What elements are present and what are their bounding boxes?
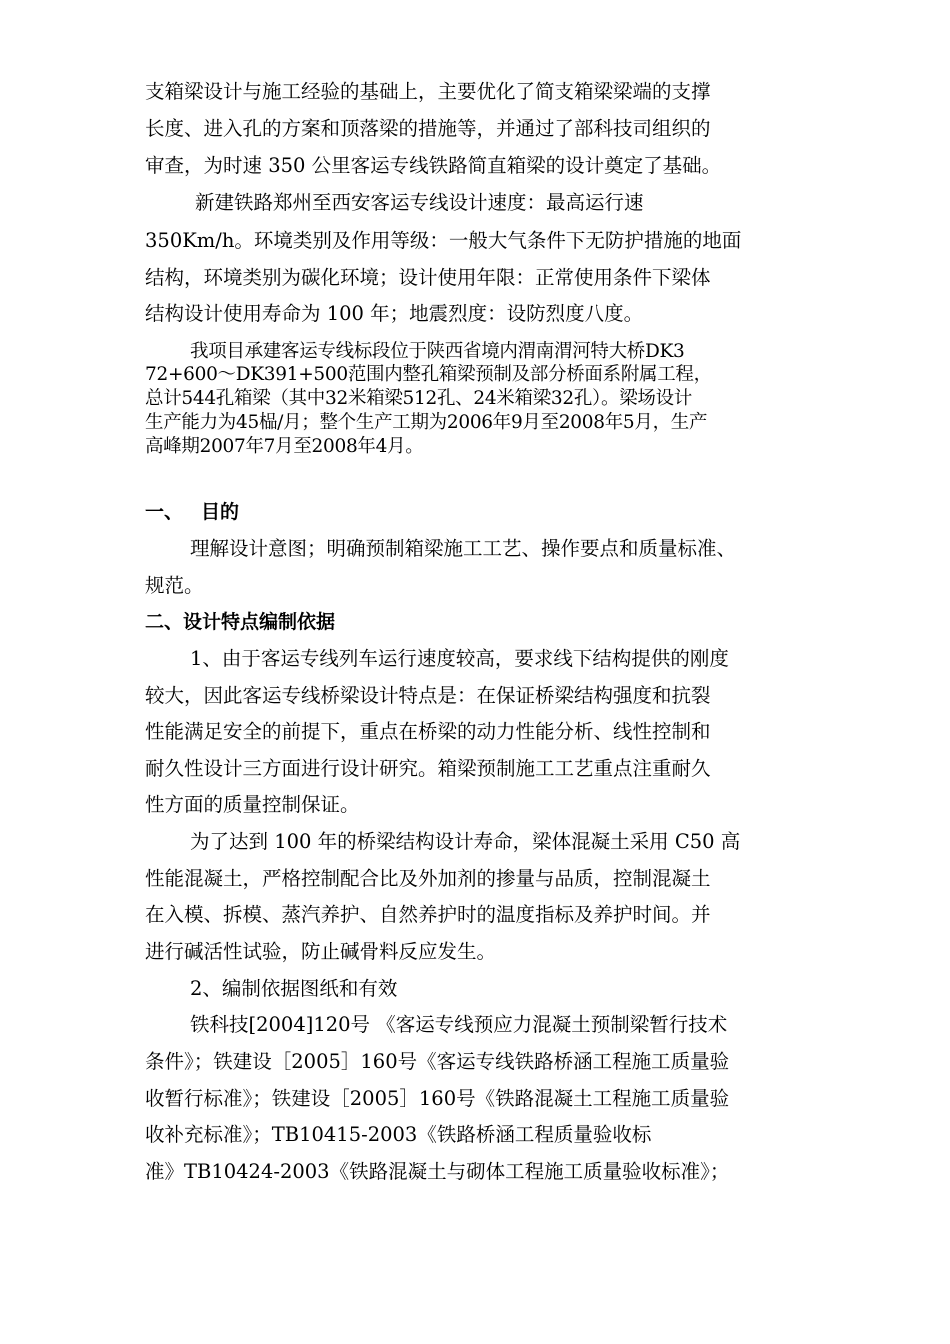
section-2-p1-line-5: 性方面的质量控制保证。: [145, 793, 360, 816]
section-2-p2-line-1: 为了达到 100 年的桥梁结构设计寿命，梁体混凝土采用 C50 高: [190, 830, 741, 853]
section-2-p1-line-1: 1、由于客运专线列车运行速度较高，要求线下结构提供的刚度: [190, 647, 729, 670]
speed-line-4: 结构设计使用寿命为 100 年；地震烈度：设防烈度八度。: [145, 302, 644, 325]
speed-line-3: 结构，环境类别为碳化环境；设计使用年限：正常使用条件下梁体: [145, 266, 711, 289]
project-line-5: 高峰期2007年7月至2008年4月。: [145, 436, 424, 457]
section-2-p3-line-5: 准》TB10424-2003《铁路混凝土与砌体工程施工质量验收标准》；: [145, 1160, 730, 1183]
section-1-title: 目的: [201, 501, 240, 523]
section-2-p3-line-3: 收暂行标准》；铁建设［2005］160号《铁路混凝土工程施工质量验: [145, 1087, 730, 1110]
section-2-p3-line-2: 条件》；铁建设［2005］160号《客运专线铁路桥涵工程施工质量验: [145, 1050, 730, 1073]
speed-line-2: 350Km/h。环境类别及作用等级：一般大气条件下无防护措施的地面: [145, 229, 742, 252]
section-1-line-1: 理解设计意图；明确预制箱梁施工工艺、操作要点和质量标准、: [190, 537, 737, 560]
section-1-number: 一、: [145, 501, 184, 523]
intro-line-3: 审查，为时速 350 公里客运专线铁路简直箱梁的设计奠定了基础。: [145, 154, 722, 177]
speed-line-1: 新建铁路郑州至西安客运专线设计速度：最高运行速: [195, 191, 644, 214]
intro-line-1: 支箱梁设计与施工经验的基础上，主要优化了简支箱梁梁端的支撑: [145, 80, 711, 103]
section-2-heading: 二、设计特点编制依据: [145, 611, 336, 633]
section-2-p1-line-2: 较大，因此客运专线桥梁设计特点是：在保证桥梁结构强度和抗裂: [145, 684, 711, 707]
section-2-p2-line-4: 进行碱活性试验，防止碱骨料反应发生。: [145, 940, 497, 963]
section-2-p2-line-2: 性能混凝土，严格控制配合比及外加剂的掺量与品质，控制混凝土: [145, 867, 711, 890]
project-line-2: 72+600～DK391+500范围内整孔箱梁预制及部分桥面系附属工程，: [145, 364, 712, 385]
section-2-p3-title: 2、编制依据图纸和有效: [190, 977, 398, 1000]
section-1-heading: [145, 500, 239, 524]
section-2-p3-line-4: 收补充标准》；TB10415-2003《铁路桥涵工程质量验收标: [145, 1123, 652, 1146]
project-line-3: 总计544孔箱梁（其中32米箱梁512孔、24米箱梁32孔）。梁场设计: [145, 388, 692, 409]
project-line-1: 我项目承建客运专线标段位于陕西省境内渭南渭河特大桥DK3: [190, 341, 685, 362]
section-2-p1-line-3: 性能满足安全的前提下，重点在桥梁的动力性能分析、线性控制和: [145, 720, 711, 743]
section-2-p3-line-1: 铁科技[2004]120号 《客运专线预应力混凝土预制梁暂行技术: [190, 1013, 728, 1036]
project-line-4: 生产能力为45榀/月；整个生产工期为2006年9月至2008年5月，生产: [145, 412, 708, 433]
intro-line-2: 长度、进入孔的方案和顶落梁的措施等，并通过了部科技司组织的: [145, 117, 711, 140]
section-2-p1-line-4: 耐久性设计三方面进行设计研究。箱梁预制施工工艺重点注重耐久: [145, 757, 711, 780]
section-2-p2-line-3: 在入模、拆模、蒸汽养护、自然养护时的温度指标及养护时间。并: [145, 903, 711, 926]
section-1-line-2: 规范。: [145, 574, 204, 597]
